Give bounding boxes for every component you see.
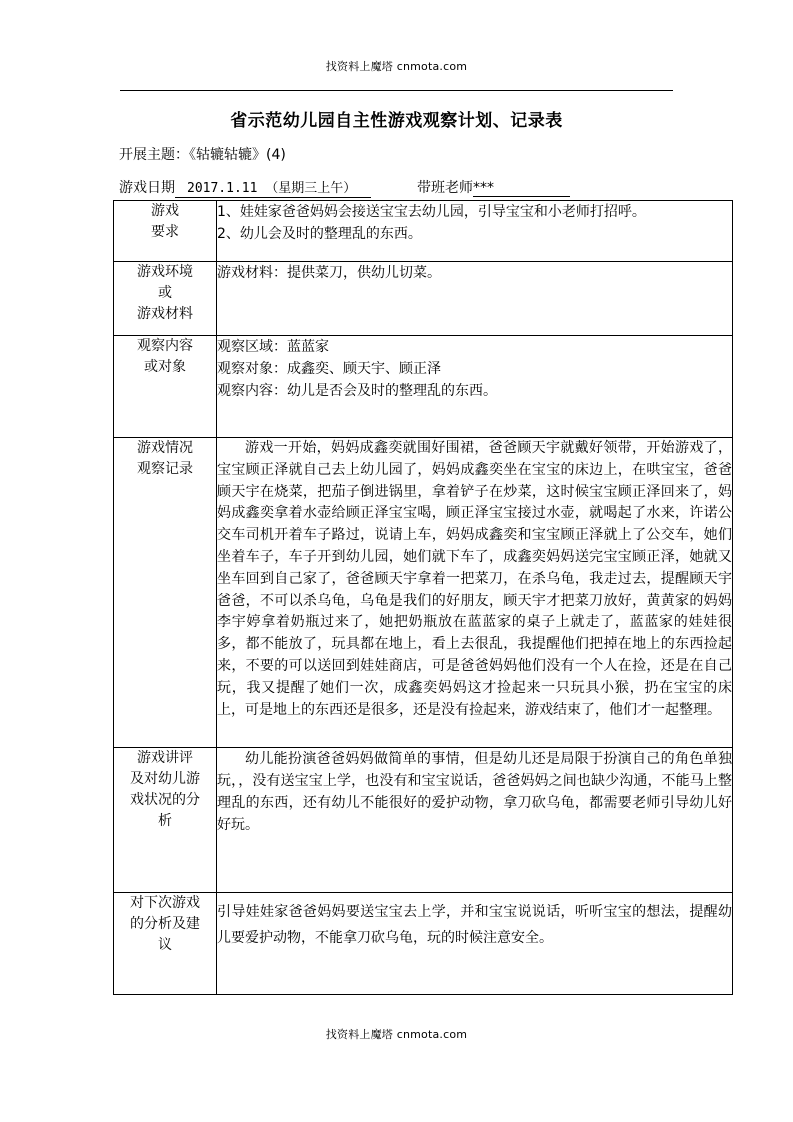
row-label-text: 游戏情况 观察记录	[137, 440, 193, 477]
requirement-line-2: 2、幼儿会及时的整理乱的东西。	[217, 226, 422, 242]
row-label-next-suggestions	[114, 893, 217, 995]
row-label-text: 游戏环境 或 游戏材料	[137, 264, 193, 322]
table-row-game-requirements	[114, 201, 733, 262]
row-content-game-requirements	[217, 201, 733, 262]
row-content-observation-record	[217, 438, 733, 748]
observation-content-line: 观察内容：幼儿是否会及时的整理乱的东西。	[217, 383, 497, 399]
requirement-line-1: 1、娃娃家爸爸妈妈会接送宝宝去幼儿园，引导宝宝和小老师打招呼。	[217, 204, 646, 220]
row-label-game-requirements	[114, 201, 217, 262]
row-content-next-suggestions	[217, 893, 733, 995]
row-label-text: 游戏讲评 及对幼儿游 戏状况的分 析	[130, 750, 200, 829]
observation-subjects-line: 观察对象：成鑫奕、顾天宇、顾正泽	[217, 361, 441, 377]
row-label-text: 游戏 要求	[151, 203, 179, 240]
row-label-observation-record	[114, 438, 217, 748]
teacher-value: ***	[473, 180, 570, 197]
row-label-game-review	[114, 748, 217, 893]
observation-record-paragraph: 游戏一开始，妈妈成鑫奕就围好围裙，爸爸顾天宇就戴好领带，开始游戏了，宝宝顾正泽就自己去上幼儿园了，妈妈成鑫奕坐在宝宝的床边上，在哄宝宝，爸爸顾天宇在烧菜，把茄子倒进锅里，拿着铲子在炒菜，这时候宝宝顾正泽回来了，妈妈成鑫奕拿着水壶给顾正泽宝宝喝，顾正泽宝宝接过水壶，就喝起了水来，许诺公交车司机开着车子路过，说请上车，妈妈成鑫奕和宝宝顾正泽就上了公交车，她们坐着车子，车子开到幼儿园，她们就下车了，成鑫奕妈妈送完宝宝顾正泽，她就又坐车回到自己家了，爸爸顾天宇拿着一把菜刀，在杀乌龟，我走过去，提醒顾天宇爸爸，不可以杀乌龟，乌龟是我们的好朋友，顾天宇才把菜刀放好，黄黄家的妈妈李宇婷拿着奶瓶过来了，她把奶瓶放在蓝蓝家的桌子上就走了，蓝蓝家的娃娃很多，都不能放了，玩具都在地上，看上去很乱，我提醒他们把掉在地上的东西捡起来，不要的可以送回到娃娃商店，可是爸爸妈妈他们没有一个人在捡，还是在自己玩，我又提醒了她们一次，成鑫奕妈妈这才捡起来一只玩具小猴，扔在宝宝的床上，可是地上的东西还是很多，还是没有捡起来，游戏结束了，他们才一起整理。	[217, 440, 732, 718]
row-content-game-materials	[217, 262, 733, 336]
table-row-game-materials	[114, 262, 733, 336]
next-suggestions-paragraph: 引导娃娃家爸爸妈妈要送宝宝去上学，并和宝宝说说话，听听宝宝的想法，提醒幼儿要爱护动物，不能拿刀砍乌龟，玩的时候注意安全。	[217, 904, 732, 946]
table-row-observation-targets	[114, 336, 733, 438]
row-label-observation-targets	[114, 336, 217, 438]
row-label-text: 对下次游戏 的分析及建 议	[130, 895, 200, 953]
table-row-next-suggestions	[114, 893, 733, 995]
date-teacher-line	[119, 177, 570, 198]
page-title: 省示范幼儿园自主性游戏观察计划、记录表	[230, 111, 563, 131]
theme-line	[119, 144, 286, 164]
header-divider	[120, 90, 673, 91]
date-label: 游戏日期	[119, 180, 175, 196]
observation-record-table	[113, 200, 733, 995]
theme-label: 开展主题：	[119, 147, 189, 163]
row-content-game-review	[217, 748, 733, 893]
teacher-label: 带班老师	[417, 180, 473, 196]
row-content-observation-targets	[217, 336, 733, 438]
observation-area-line: 观察区域：蓝蓝家	[217, 339, 329, 355]
date-value: 2017.1.11 （星期三上午）	[175, 181, 371, 198]
materials-line-1: 游戏材料：提供菜刀，供幼儿切菜。	[217, 265, 441, 281]
row-label-game-materials	[114, 262, 217, 336]
theme-value: 《轱辘轱辘》(4)	[189, 147, 286, 163]
table-row-game-review	[114, 748, 733, 893]
row-label-text: 观察内容 或对象	[137, 338, 193, 375]
table-row-observation-record	[114, 438, 733, 748]
game-review-paragraph: 幼儿能扮演爸爸妈妈做简单的事情，但是幼儿还是局限于扮演自己的角色单独玩，，没有送宝宝上学，也没有和宝宝说话，爸爸妈妈之间也缺少沟通，不能马上整理乱的东西，还有幼儿不能很好的爱护动物，拿刀砍乌龟，都需要老师引导幼儿好好玩。	[217, 751, 732, 833]
footer-source-text: 找资料上魔塔 cnmota.com	[325, 1028, 468, 1041]
header-source-text: 找资料上魔塔 cnmota.com	[325, 60, 468, 73]
